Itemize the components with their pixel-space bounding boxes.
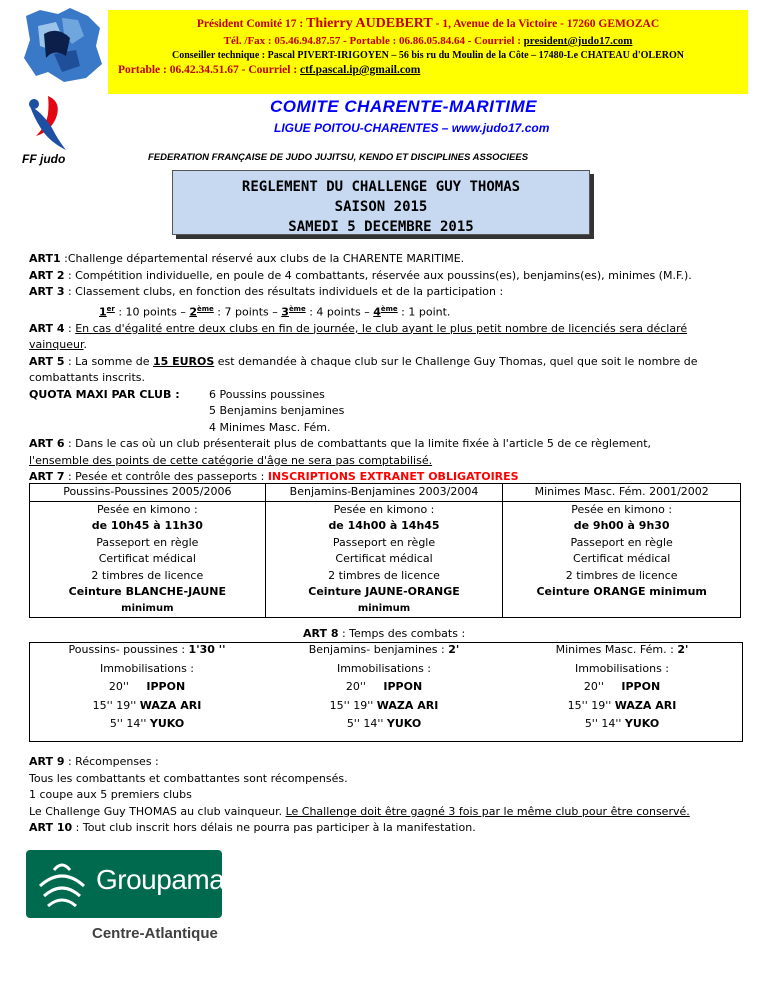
document-title-box [172,170,590,235]
combat-time-table [29,641,741,734]
article-2: ART 2 : Compétition individuelle, en poule de 4 combattants, réservée aux poussins(es), benjamins(es), minimes (M.F.). [29,268,692,282]
ippon-cell: 20'' IPPON [345,680,423,693]
article-5: ART 5 : La somme de 15 EUROS est demandée à chaque club sur le Challenge Guy Thomas, quel que soit le nombre de [29,354,698,368]
president-email-link[interactable]: president@judo17.com [523,35,633,47]
article-3-points: 1er : 10 points – 2ème : 7 points – 3ème : 4 points – 4ème : 1 point. [99,304,451,319]
ligue-subtitle: LIGUE POITOU-CHARENTES – www.judo17.com [274,121,550,135]
article-9-line-1: Tous les combattants et combattantes sont récompensés. [29,771,348,785]
articles-block [29,251,749,486]
quota-benjamins: 5 Benjamins benjamines [209,404,345,418]
header-minimes: Minimes Masc. Fém. 2001/2002 [503,484,741,502]
yuko-cell: 5'' 14'' YUKO [584,717,660,730]
article-9-line-2: 1 coupe aux 5 premiers clubs [29,788,192,801]
table-row [29,678,741,697]
article-5-cont: combattants inscrits. [29,371,146,385]
header-poussins: Poussins-Poussines 2005/2006 [30,484,266,502]
waza-ari-cell: 15'' 19'' WAZA ARI [329,698,439,712]
ippon-cell: 20'' IPPON [108,680,186,693]
article-4: ART 4 : En cas d'égalité entre deux clubs en fin de journée, le club ayant le plus petit nombre de licenciés sera déclaré [29,321,688,335]
benjamins-details: Pesée en kimono : de 14h00 à 14h45 Passeport en règle Certificat médical 2 timbres de licence Ceinture JAUNE-ORANGE minimum [265,501,503,618]
quota-poussins: 6 Poussins poussines [209,387,325,401]
article-9-line-3: Le Challenge Guy THOMAS au club vainqueur. Le Challenge doit être gagné 3 fois par le même club pour être conservé. [29,804,690,818]
table-row [30,484,741,502]
technical-advisor-line: Conseiller technique : Pascal PIVERT-IRIGOYEN – 56 bis ru du Moulin de la Côte – 17480-Le CHATEAU d'OLERON [171,50,684,61]
minimes-details: Pesée en kimono : de 9h00 à 9h30 Passeport en règle Certificat médical 2 timbres de licence Ceinture ORANGE minimum [503,501,741,618]
ff-judo-text: FF judo [22,152,66,166]
articles-9-10 [29,754,749,837]
ippon-cell: 20'' IPPON [583,680,661,693]
article-10: ART 10 : Tout club inscrit hors délais ne pourra pas participer à la manifestation. [29,821,476,834]
yuko-cell: 5'' 14'' YUKO [346,717,422,730]
time-poussins: Poussins- poussines : 1'30 '' [68,643,226,656]
federation-line: FEDERATION FRANÇAISE DE JUDO JUJITSU, KENDO ET DISCIPLINES ASSOCIEES [148,152,529,163]
article-6-cont: l'ensemble des points de cette catégorie d'âge ne sera pas comptabilisé. [29,453,433,467]
title-line-1: REGLEMENT DU CHALLENGE GUY THOMAS [241,179,521,195]
table-row [29,641,741,660]
table-row [29,660,741,679]
groupama-wordmark: Groupama [96,864,225,895]
groupama-region: Centre-Atlantique [92,925,218,942]
ff-judo-logo [22,92,72,174]
article-4-cont: vainqueur. [29,338,87,352]
article-8: ART 8 : Temps des combats : [303,627,466,640]
comite-title: COMITE CHARENTE-MARITIME [270,97,537,116]
contact-header [108,10,748,94]
immo-label: Immobilisations : [336,661,432,675]
table-row [30,501,741,618]
groupama-emblem-icon [34,856,90,912]
header-benjamins: Benjamins-Benjamines 2003/2004 [265,484,503,502]
article-6: ART 6 : Dans le cas où un club présenterait plus de combattants que la limite fixée à l'article 5 de ce règlement, [29,437,652,451]
waza-ari-cell: 15'' 19'' WAZA ARI [92,698,202,712]
waza-ari-cell: 15'' 19'' WAZA ARI [567,698,677,712]
title-line-3: SAMEDI 5 DECEMBRE 2015 [288,219,474,235]
poussins-details: Pesée en kimono : de 10h45 à 11h30 Passeport en règle Certificat médical 2 timbres de licence Ceinture BLANCHE-JAUNE minimum [30,501,266,618]
president-line: Président Comité 17 : Thierry AUDEBERT - 1, Avenue de la Victoire - 17260 GEMOZAC [196,16,660,31]
article-1: ART1 :Challenge départemental réservé aux clubs de la CHARENTE MARITIME. [29,252,465,265]
weigh-in-table [29,483,741,618]
charente-maritime-logo [18,6,106,84]
groupama-logo [26,850,225,918]
article-9: ART 9 : Récompenses : [29,755,159,768]
time-benjamins: Benjamins- benjamines : 2' [308,643,460,656]
time-minimes: Minimes Masc. Fém. : 2' [555,643,689,656]
article-3: ART 3 : Classement clubs, en fonction des résultats individuels et de la participation : [29,285,504,298]
title-line-2: SAISON 2015 [334,199,428,215]
yuko-cell: 5'' 14'' YUKO [109,717,185,730]
immo-label: Immobilisations : [574,661,670,675]
quota-list [209,387,344,437]
phone-line: Tél. /Fax : 05.46.94.87.57 - Portable : 06.86.05.84.64 - Courriel : president@judo17.com [223,35,633,47]
advisor-contact-line: Portable : 06.42.34.51.67 - Courriel : ctf.pascal.ip@gmail.com [118,64,421,76]
quota-label: QUOTA MAXI PAR CLUB : [29,387,180,401]
quota-minimes: 4 Minimes Masc. Fém. [209,420,331,434]
immo-label: Immobilisations : [99,661,195,675]
table-row [29,715,741,734]
table-row [29,697,741,716]
quota-block [29,387,749,437]
article-7: ART 7 : Pesée et contrôle des passeports : INSCRIPTIONS EXTRANET OBLIGATOIRES [29,470,519,484]
advisor-email-link[interactable]: ctf.pascal.ip@gmail.com [300,64,421,76]
